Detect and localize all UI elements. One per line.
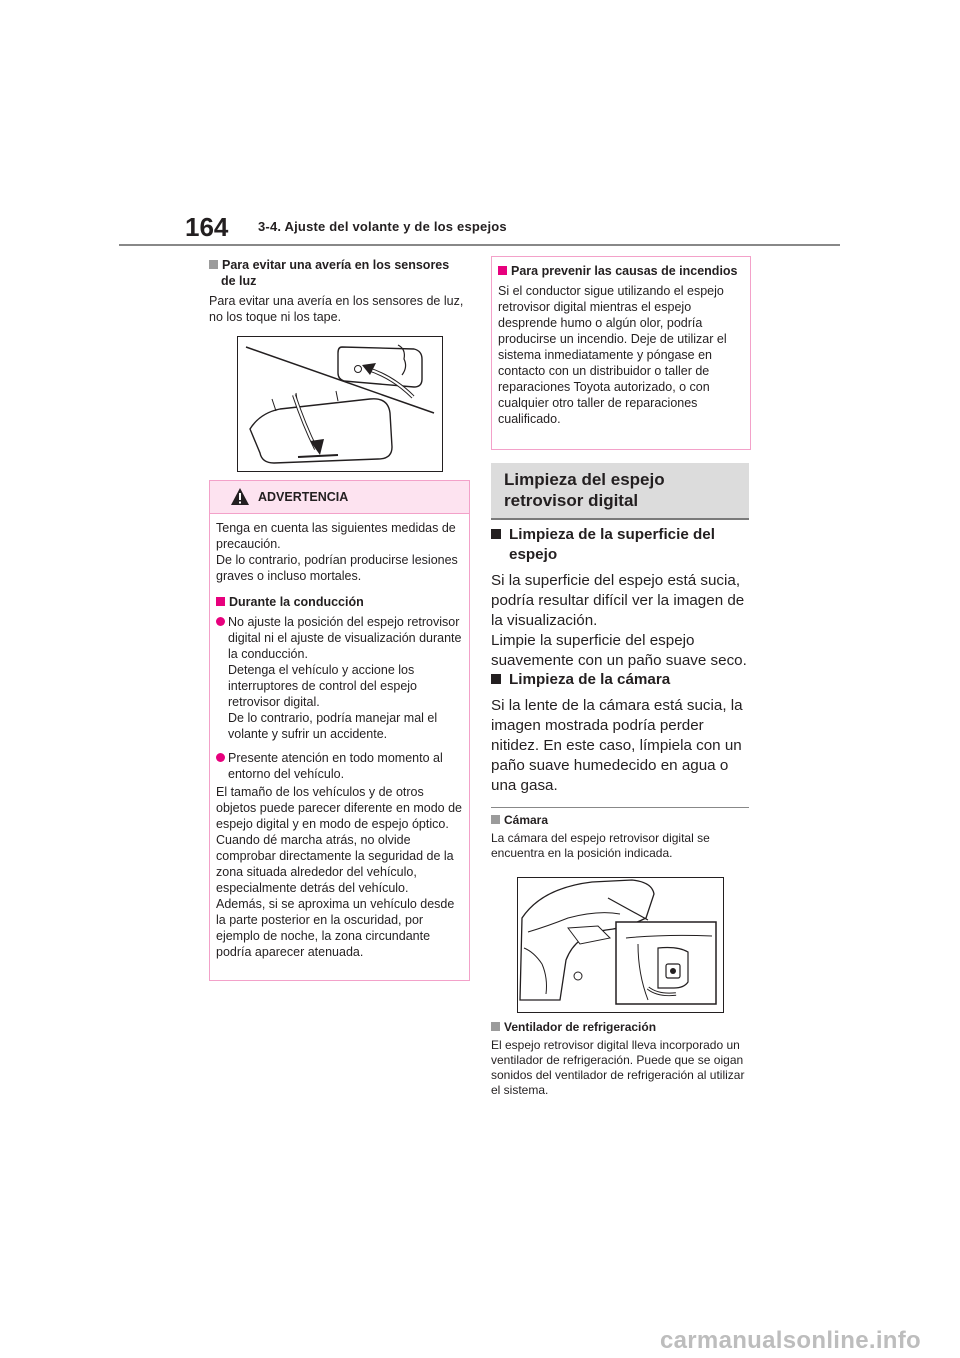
warning-bullet-2: Presente atención en todo momento al entorno del vehículo. <box>216 750 463 782</box>
fire-heading: Para prevenir las causas de incendios <box>498 263 744 279</box>
warning-header <box>210 481 469 514</box>
fan-heading: Ventilador de refrigeración <box>491 1020 749 1035</box>
square-bullet-icon <box>216 597 225 606</box>
rear-camera-drawing <box>518 878 723 1012</box>
camera-note <box>491 813 749 861</box>
mirror-surface-body: Si la superficie del espejo está sucia, podría resultar difícil ver la imagen de la visualización. Limpie la superficie del espejo suavemente con un paño suave seco. <box>491 572 747 669</box>
fan-body: El espejo retrovisor digital lleva incorporado un ventilador de refrigeración. Puede que se oigan sonidos del ventilador de refrigeración al utilizar el sistema. <box>491 1038 745 1097</box>
bullet-dot-icon <box>216 753 225 762</box>
fire-body: Si el conductor sigue utilizando el espejo retrovisor digital mientras el espejo desprende humo o algún olor, podría producirse un incendio. Deje de utilizar el sistema inmediatamente y póngase en contacto con un distribuidor o taller de reparaciones Toyota autorizado, o con cualquier otro taller de reparaciones cualificado. <box>498 284 727 426</box>
warning-title: ADVERTENCIA <box>258 490 349 504</box>
camera-clean-body: Si la lente de la cámara está sucia, la imagen mostrada podría perder nitidez. En este caso, límpiela con un paño suave humedecido en agua o una gasa. <box>491 697 743 794</box>
warning-outro: El tamaño de los vehículos y de otros objetos puede parecer diferente en modo de espejo digital y en modo de espejo óptico. Cuando dé marcha atrás, no olvide comprobar directamente la seguridad de la zona situada alrededor del vehículo, especialmente detrás del vehículo. Además, si se aproxima un vehículo desde la parte posterior en la oscuridad, por ejemplo de noche, la zona circundante podría aparecer atenuada. <box>216 785 463 959</box>
mirror-illustration <box>237 336 443 472</box>
light-sensor-heading: Para evitar una avería en los sensores de luz <box>209 257 464 289</box>
square-bullet-icon <box>491 529 501 539</box>
square-bullet-icon <box>491 1022 500 1031</box>
warning-triangle-icon <box>230 487 250 506</box>
camera-body: La cámara del espejo retrovisor digital se encuentra en la posición indicada. <box>491 831 710 860</box>
chapter-title: 3-4. Ajuste del volante y de los espejos <box>258 219 507 234</box>
square-bullet-icon <box>498 266 507 275</box>
driving-heading: Durante la conducción <box>216 594 463 610</box>
light-sensor-section <box>209 257 464 325</box>
camera-clean-section <box>491 670 749 796</box>
camera-clean-heading: Limpieza de la cámara <box>491 670 749 690</box>
mirror-sensor-drawing <box>238 337 442 471</box>
square-bullet-icon <box>491 815 500 824</box>
camera-illustration <box>517 877 724 1013</box>
light-sensor-body: Para evitar una avería en los sensores de luz, no los toque ni los tape. <box>209 294 464 324</box>
fire-prevention-box <box>491 256 751 450</box>
bullet-dot-icon <box>216 617 225 626</box>
header-rule <box>119 244 840 246</box>
warning-body <box>210 514 469 960</box>
square-bullet-icon <box>209 260 218 269</box>
camera-heading: Cámara <box>491 813 749 828</box>
fan-note <box>491 1020 749 1098</box>
warning-intro: Tenga en cuenta las siguientes medidas de precaución. De lo contrario, podrían producirse lesiones graves o incluso mortales. <box>216 521 458 583</box>
mirror-surface-section <box>491 525 749 671</box>
warning-box <box>209 480 470 981</box>
square-bullet-icon <box>491 674 501 684</box>
warning-bullet-1: No ajuste la posición del espejo retrovisor digital ni el ajuste de visualización durante la conducción. Detenga el vehículo y accione los interruptores de control del espejo retrovisor digital. De lo contrario, podría manejar mal el volante y sufrir un accidente. <box>216 614 463 742</box>
section-title: Limpieza del espejo retrovisor digital <box>504 470 665 510</box>
mirror-surface-heading: Limpieza de la superficie del espejo <box>491 525 749 565</box>
watermark: carmanualsonline.info <box>660 1327 922 1354</box>
section-header <box>491 463 749 520</box>
page-number: 164 <box>185 212 229 242</box>
section-divider <box>491 807 749 808</box>
